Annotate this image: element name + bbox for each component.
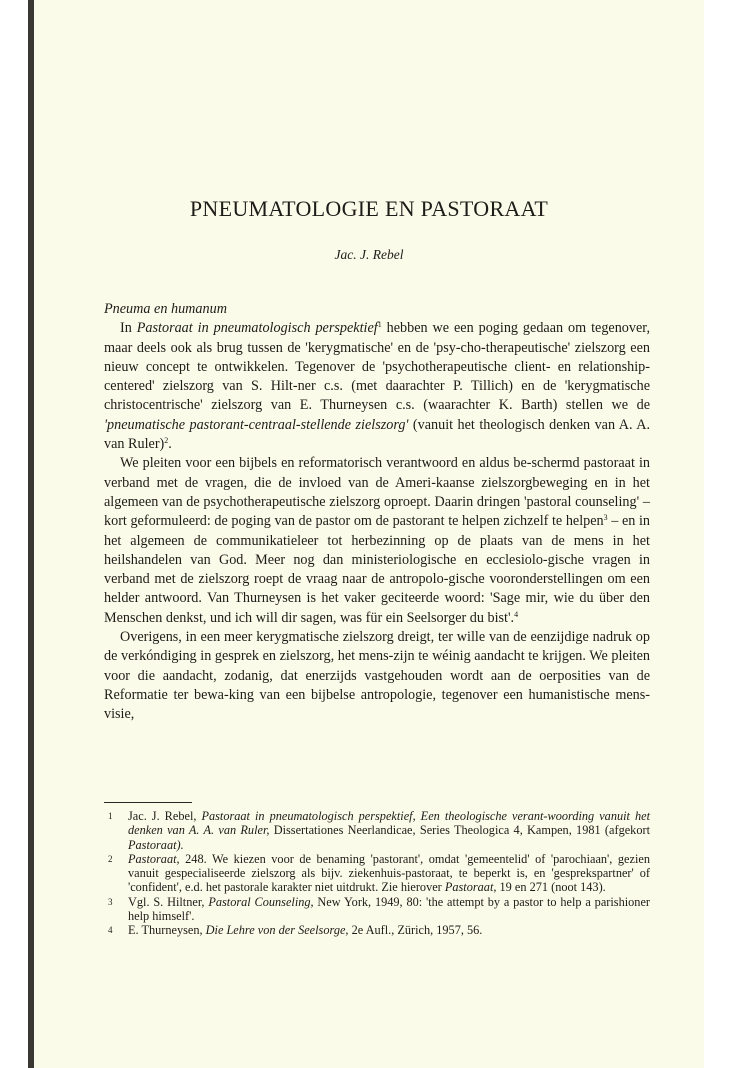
p1-text-c: . xyxy=(168,436,172,453)
footnote-4-number: 4 xyxy=(108,925,113,936)
footnote-1 xyxy=(104,809,650,852)
paragraph-1 xyxy=(104,319,650,454)
article-author: Jac. J. Rebel xyxy=(334,247,404,262)
paragraph-2 xyxy=(104,454,650,628)
scan-left-margin xyxy=(0,0,34,1068)
footnote-2-number: 2 xyxy=(108,853,113,864)
footnote-2-work2: Pastoraat, xyxy=(444,880,497,895)
footnote-1-text-b: Dissertationes Neerlandicae, Series Theologica 4, Kampen, 1981 (afgekort xyxy=(269,823,650,838)
footnote-1-title: Pastoraat in pneumatologisch perspektief, Een theologische verant-woording vanuit het denken van A. A. van Ruler, xyxy=(128,809,650,838)
footnote-4 xyxy=(104,923,650,937)
footnote-2-text-a: 248. We kiezen voor de benaming 'pastorant', omdat 'gemeentelid' of 'parochiaan', gezien vanuit gespecialiseerde zielszorg als bijv. ziekenhuis-pastoraat, te beperkt is, en 'gesprekspartner' of 'confident', e.d. het pastorale karakter niet uitdrukt. Zie hierover xyxy=(128,851,650,895)
paragraph-3: Overigens, in een meer kerygmatische zielszorg dreigt, ter wille van de eenzijdige nadruk op de verkóndiging in gesprek en zielszorg, het mens-zijn te wéinig aandacht te krijgen. We pleiten voor die aandacht, zodanig, dat enerzijds vastgehouden wordt aan de oerposities van de Reformatie ter bewa-king van een bijbelse antropologie, tegenover een humanistische mens-visie, xyxy=(104,629,650,723)
footnote-ref-1[interactable]: 1 xyxy=(377,320,382,330)
p1-lead: In xyxy=(120,320,137,337)
footnote-4-text-a: E. Thurneysen, xyxy=(128,923,206,938)
footnote-ref-3[interactable]: 3 xyxy=(603,513,608,523)
footnote-divider xyxy=(104,802,192,803)
footnote-ref-2[interactable]: 2 xyxy=(164,436,169,446)
footnote-2-work: Pastoraat, xyxy=(128,851,180,866)
footnote-3-text-a: Vgl. S. Hiltner, xyxy=(128,894,209,909)
footnote-2-text-b: 19 en 271 (noot 143). xyxy=(496,880,606,895)
p2-text-b: – en in het algemeen de communikatieleer tot herbezinning op de plaats van de mens in het heilshandelen van God. Meer nog dan ministeriologische en ecclesiolo-gische vragen in verband met de zielszorg roept de vraag naar de antropolo-gische vooronderstellingen om een helder antwoord. Van Thurneysen is het vaker geciteerde woord: 'Sage mir, wie du über den Menschen denkst, und ich will dir sagen, was für ein Seelsorger du bist'. xyxy=(104,513,650,626)
footnote-ref-4[interactable]: 4 xyxy=(514,609,519,619)
footnote-4-text-b: 2e Aufl., Zürich, 1957, 56. xyxy=(348,923,483,938)
footnote-2 xyxy=(104,852,650,895)
footnote-1-number: 1 xyxy=(108,811,113,821)
p1-concept: 'pneumatische pastorant-centraal-stellende zielszorg' xyxy=(104,416,409,433)
footnote-3-text-b: New York, 1949, 80: 'the attempt by a pastor to help a parishioner help himself'. xyxy=(128,894,650,924)
article-title: PNEUMATOLOGIE EN PASTORAAT xyxy=(189,196,549,221)
document-page xyxy=(34,0,704,1068)
footnote-1-abbr: Pastoraat). xyxy=(128,837,184,852)
scan-right-margin xyxy=(704,0,738,1068)
section-heading: Pneuma en humanum xyxy=(104,301,227,317)
footnote-3-number: 3 xyxy=(108,896,113,907)
p1-text-a: hebben we een poging gedaan om tegenover, maar deels ook als brug tussen de 'kerygmatische' en de 'psy-cho-therapeutische' zielszorg een nieuw concept te ontwikkelen. Tegenover de 'psychotherapeutische client- en relationship-centered' zielszorg van S. Hilt-ner c.s. (met daarachter P. Tillich) en de 'kerygmatische christocentrische' zielszorg van E. Thurneysen c.s. (waarachter K. Barth) stellen we de xyxy=(104,320,650,414)
p1-text-b: (vanuit het theologisch denken van A. A. van Ruler) xyxy=(104,416,650,453)
footnote-3 xyxy=(104,895,650,924)
p2-text-a: We pleiten voor een bijbels en reformatorisch verantwoord en aldus be-schermd pastoraat in verband met de vragen, die de invloed van de Ameri-kaanse zielszorgbeweging en in het algemeen van de psychotherapeutische zielszorg oproept. Daarin dringen 'pastoral counseling' – kort geformuleerd: de poging van de pastor om de pastorant te helpen zichzelf te helpen xyxy=(104,455,650,530)
footnotes xyxy=(104,809,650,938)
footnote-1-text-a: Jac. J. Rebel, xyxy=(128,809,202,823)
footnote-4-title: Die Lehre von der Seelsorge, xyxy=(205,923,349,938)
footnote-3-title: Pastoral Counseling, xyxy=(208,894,314,909)
article-body xyxy=(104,300,650,725)
p1-ref-title: Pastoraat in pneumatologisch perspektief xyxy=(136,320,378,337)
